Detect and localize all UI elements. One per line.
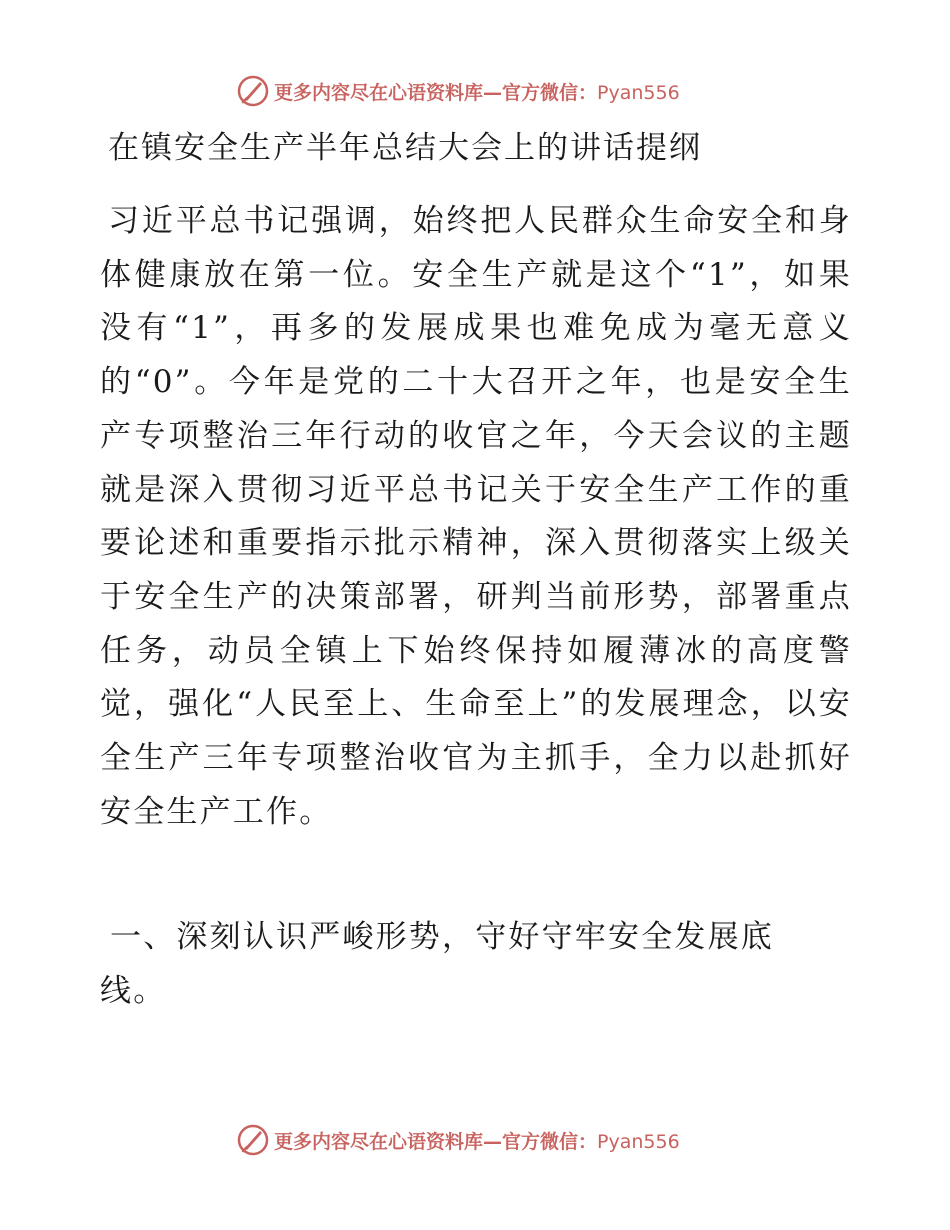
section-heading-1: 一、深刻认识严峻形势，守好守牢安全发展底线。 xyxy=(100,919,774,1009)
watermark-header xyxy=(236,74,680,108)
watermark-footer xyxy=(236,1123,680,1157)
quill-logo-icon xyxy=(236,1123,270,1157)
quill-logo-icon xyxy=(236,74,270,108)
document-title: 在镇安全生产半年总结大会上的讲话提纲 xyxy=(108,130,702,166)
intro-paragraph: 习近平总书记强调，始终把人民群众生命安全和身体健康放在第一位。安全生产就是这个“1”，如果没有“1”，再多的发展成果也难免成为毫无意义的“0”。今年是党的二十大召开之年，也是安全生产专项整治三年行动的收官之年，今天会议的主题就是深入贯彻习近平总书记关于安全生产工作的重要论述和重要指示批示精神，深入贯彻落实上级关于安全生产的决策部署，研判当前形势，部署重点任务，动员全镇上下始终保持如履薄冰的高度警觉，强化“人民至上、生命至上”的发展理念，以安全生产三年专项整治收官为主抓手，全力以赴抓好安全生产工作。 xyxy=(100,203,852,830)
watermark-text: 更多内容尽在心语资料库—官方微信：Pyan556 xyxy=(274,1130,680,1153)
watermark-text: 更多内容尽在心语资料库—官方微信：Pyan556 xyxy=(274,81,680,104)
